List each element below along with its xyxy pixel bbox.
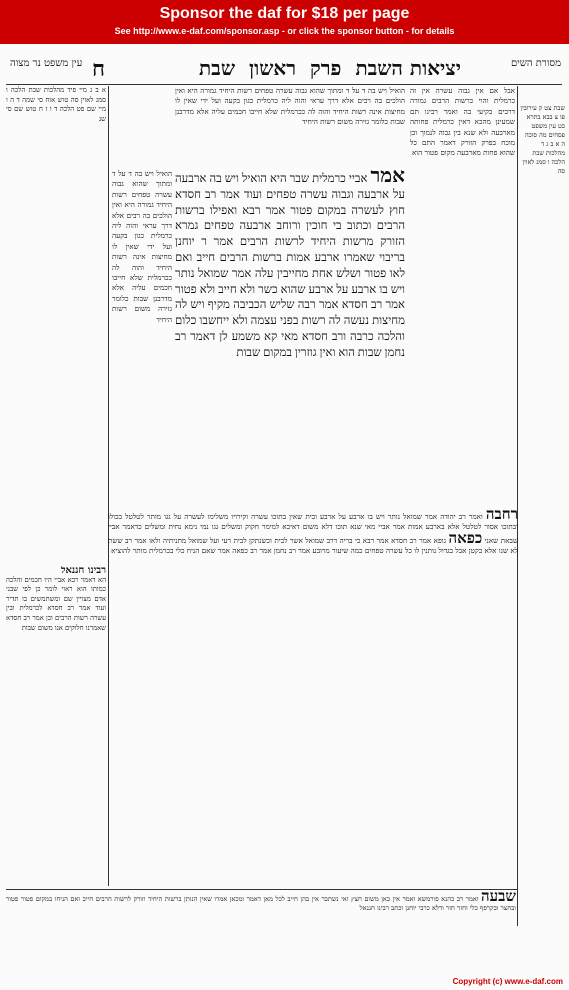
bottom-commentary-block [6,892,516,982]
sponsor-banner[interactable] [0,0,569,44]
rabbenu-chananel-text: הא דאמר רבא אביי היו חכמים והלכה כמותו הוא ראוי לומר כן לפי שבני אדם מצויין שם ומשתמשים בו תדיר ועוד אמר רב חסדא לכרמלית ובין עשרה רשות הרבים וכן אמר רב חסדא שאמרנו חלוקים אנו משום שבות [6,575,106,632]
lower-text: ואמר רב יהודה אמר שמואל נותר ויש בו ארבע על ארבע ובית שאין בתוכו עשרה וקירויו משלימו לעשרה על גגו מותר לטלטל בכולו ובתוכו אסור לטלטל אלא בארבע אמות אמר אביי מאי שנא תוכו דלא משום דאיכא למימר חקוק ומשלים גגו נמי נימא נחית ומשלים כדאמר אביי שבאת שאני [108,512,518,545]
bottom-rule [6,889,518,890]
copyright-link[interactable]: Copyright (c) www.e-daf.com [452,977,563,986]
gemara-top-commentary: הואיל ויש בה ד על ד ומתוך שהוא גבוה עשרה טפחים רשות היחיד גמורה היא ואין הולכים בה רבים אלא דרך עראי והוה ליה כרמלית כגון בקעה ועל ידי שאין לו מחיצות אינה רשות היחיד והוה לה ככרמלית שלא חייבו חכמים עליה אלא מדרבנן שבות כלומר גזירה משום רשות היחיד [175,86,405,126]
bottom-text: ואמר רב כהנא פורמשא ואמר אין כאן משום חצץ ואי נשתבר אין בהן חייב לכל מאן דאמר ומכאן אמרו שאין הנותן ברשות היחיד וזורק לרשות הרבים חייב ואם הניחו במקום פטור פטור ובחצר ובקרפף כלי וחזר חזר ודלא כרבי יוחנן וכתב רבינו חננאל [6,895,516,913]
header-word-3: ראשון [248,55,297,80]
gemara-text-block [175,169,405,564]
masoret-hashas-margin: שבת צט ק עירובין פו צ בבא בתרא כט עין משפט פסחים מה סוכה ה א ב ג ד מהלכות שבת הלכה ו סמג לאוין סה [520,104,565,175]
daf-page [0,44,569,990]
sponsor-subtitle[interactable]: See http://www.e-daf.com/sponsor.asp - or click the sponsor button - for details [114,26,455,36]
lower-heading: רחבה [485,509,518,523]
header-word-1: יציאות השבת [355,55,462,80]
gemara-text: אביי כרמלית שבר היא הואיל ויש בה ארבעה על ארבעה וגבוה עשרה טפחים ועוד אמר רב חסדא חוץ לעשרה במקום פטור אמר רבא ואפילו ברשות הרבים וכתוב בי חוכין ורוחב ארבעה טפחים גמרא הזורק מרשות היחיד לרשות הרבים אמר ר יוחנן בריבוי שאמרו ארבע אמות ברשות הרבים חייב ואם לאו פטור ושלש אחת מחייבין עלה אמר שמואל נותר ויש בו ארבע על ארבע שהוא כשר ולא חייב ולא פטור אמר רב חסדא אמר רבה שליש הכביבה מקיף ויש לה מחיצות נעשה לה רשות בפני עצמה ולא ייחשבו כלום והלכה כרבה ורב חסדא מאי קא משמע לן דאמר רב נחמן שבות הוא ואין גוזרין במקום שבות [175,172,405,359]
rashi-column: הואיל ויש בה ד על ד ומתוך שהוא גבוה עשרה טפחים רשות היחיד גמורה היא ואין הולכים בה רבים אלא דרך עראי והוה ליה כרמלית כגון בקעה ועל ידי שאין לו מחיצות אינה רשות היחיד והוה לה ככרמלית שלא חייבו חכמים עליה אלא מדרבנן שבות כלומר גזירה משום רשות היחיד [112,169,172,324]
header-rule [6,84,562,85]
page-header [180,54,480,82]
ein-mishpat-margin: א ב ג מיי פיד מהלכות שבת הלכה ו סמג לאוין סה טוש אוח סי שמה ד ה ו מיי שם פט הלכה ד ו ז ח טוש שם סי שנ [6,86,106,123]
tosafot-column: אבל אם אין גבוה עשרה אין זה כרמלית והוי כרשות הרבים גמורה דרבים בקיעי בה ואמר רבינו תם שמעינן מהכא דאין כרמלית פחותה מארבעה ולא שנא בין גבוה לנמוך וכן מוכח בפרק הזורק דאמר התם כל שהוא פחות מארבעה מקום פטור הוא [410,86,515,158]
gemara-opening-word: אמר [370,169,405,187]
masoret-label: מסורת השים [510,58,561,69]
lower-heading-2: כפאה [448,528,483,547]
sponsor-title: Sponsor the daf for $18 per page [159,5,410,22]
ein-mishpat-label: עין משפט נר מצוה [10,58,83,69]
lower-commentary-block [108,509,518,889]
page-number: ח [92,56,106,82]
lower-text-2: גופא אמר רב חסדא אמר רבא כי בריה דרב שמואל אשר לבית וכשנתקן לבית רעי ועל שמואל מתניתיה ולאו אמר רב ששת לא שנו אלא בקטן אבל בגדול נותנין לו כל עשרה טפחים כמה שיעור מרובע אמר רב נחמן אמר רב כפאה אמר שאם הניח כלי בכרמלית מותר להוציא [108,535,518,555]
rabbenu-chananel-heading: רבינו חננאל [60,566,106,576]
bottom-heading: שבעה [481,892,516,905]
header-word-4: שבת [198,55,235,80]
header-word-2: פרק [310,55,342,80]
rabbenu-chananel-column [6,566,106,886]
